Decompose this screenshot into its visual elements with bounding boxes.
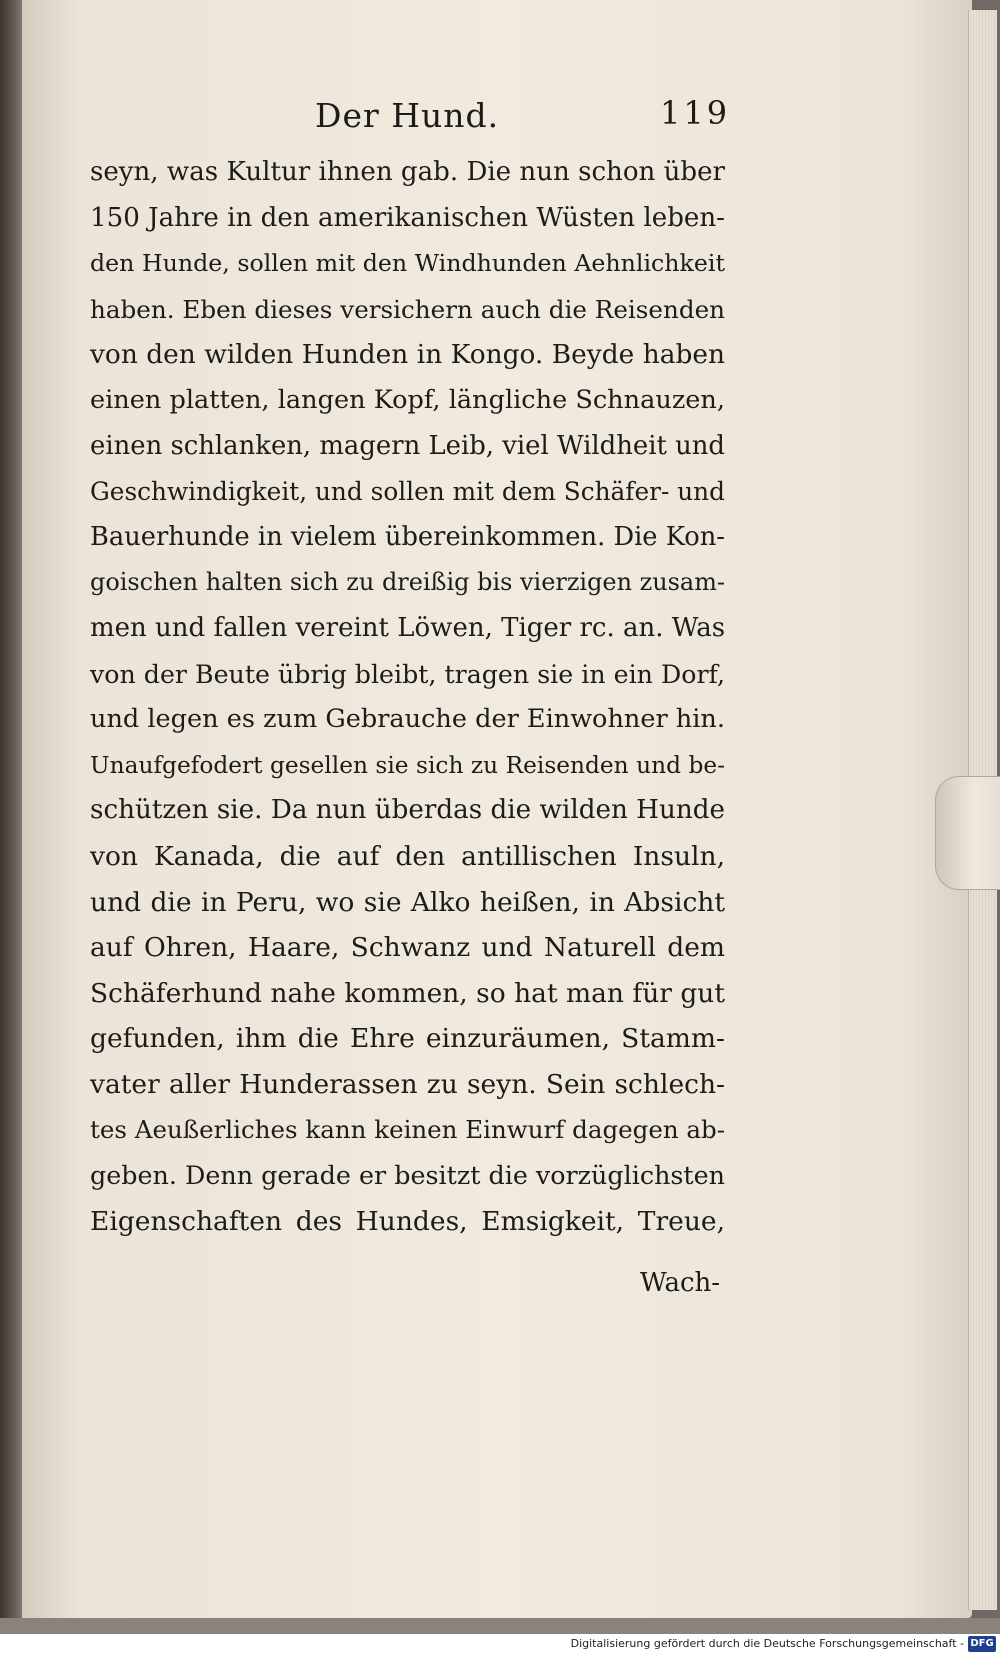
footer-bar bbox=[0, 1634, 1000, 1655]
text-line: von der Beute übrig bleibt, tragen sie in ein Dorf, bbox=[90, 659, 725, 689]
text-line: gefunden, ihm die Ehre einzuräumen, Stamm- bbox=[90, 1023, 725, 1055]
body-text bbox=[90, 150, 725, 1244]
text-line: goischen halten sich zu dreißig bis vierzigen zusam- bbox=[90, 568, 725, 597]
text-line: schützen sie. Da nun überdas die wilden Hunde bbox=[90, 795, 725, 826]
text-line: men und fallen vereint Löwen, Tiger rc. an. Was bbox=[90, 612, 726, 643]
text-line: geben. Denn gerade er besitzt die vorzüglichsten bbox=[90, 1160, 725, 1191]
text-line: Unaufgefodert gesellen sie sich zu Reisenden und be- bbox=[90, 751, 725, 779]
text-line: haben. Eben dieses versichern auch die Reisenden bbox=[90, 294, 725, 324]
scan-bottom-edge bbox=[0, 1618, 1000, 1634]
dfg-logo-icon: DFG bbox=[968, 1636, 996, 1652]
page-number: 119 bbox=[660, 94, 731, 132]
text-line: Schäferhund nahe kommen, so hat man für gut bbox=[90, 977, 725, 1009]
text-line: auf Ohren, Haare, Schwanz und Naturell dem bbox=[90, 932, 725, 964]
page-tab-marker bbox=[935, 776, 1000, 890]
text-line: 150 Jahre in den amerikanischen Wüsten leben- bbox=[90, 202, 725, 233]
text-line: seyn, was Kultur ihnen gab. Die nun schon über bbox=[90, 157, 725, 187]
text-line: von den wilden Hunden in Kongo. Beyde haben bbox=[90, 339, 725, 371]
text-line: einen schlanken, magern Leib, viel Wildheit und bbox=[90, 430, 725, 461]
text-line: und die in Peru, wo sie Alko heißen, in Absicht bbox=[90, 886, 725, 918]
text-line: von Kanada, die auf den antillischen Insuln, bbox=[90, 840, 725, 872]
text-line: tes Aeußerliches kann keinen Einwurf dagegen ab- bbox=[90, 1115, 725, 1145]
text-line: Geschwindigkeit, und sollen mit dem Schäfer- und bbox=[90, 477, 725, 507]
text-line: vater aller Hunderassen zu seyn. Sein schlech- bbox=[90, 1068, 725, 1100]
catchword: Wach- bbox=[640, 1268, 721, 1298]
text-line: einen platten, langen Kopf, längliche Schnauzen, bbox=[90, 384, 725, 415]
text-line: den Hunde, sollen mit den Windhunden Aehnlichkeit bbox=[90, 249, 725, 278]
text-line: und legen es zum Gebrauche der Einwohner hin. bbox=[90, 704, 725, 735]
text-line: Bauerhunde in vielem übereinkommen. Die Kon- bbox=[90, 521, 725, 552]
running-head: Der Hund. bbox=[315, 96, 500, 135]
text-line: Eigenschaften des Hundes, Emsigkeit, Treue, bbox=[90, 1205, 725, 1237]
footer-credit: Digitalisierung gefördert durch die Deutsche Forschungsgemeinschaft - bbox=[570, 1637, 964, 1650]
